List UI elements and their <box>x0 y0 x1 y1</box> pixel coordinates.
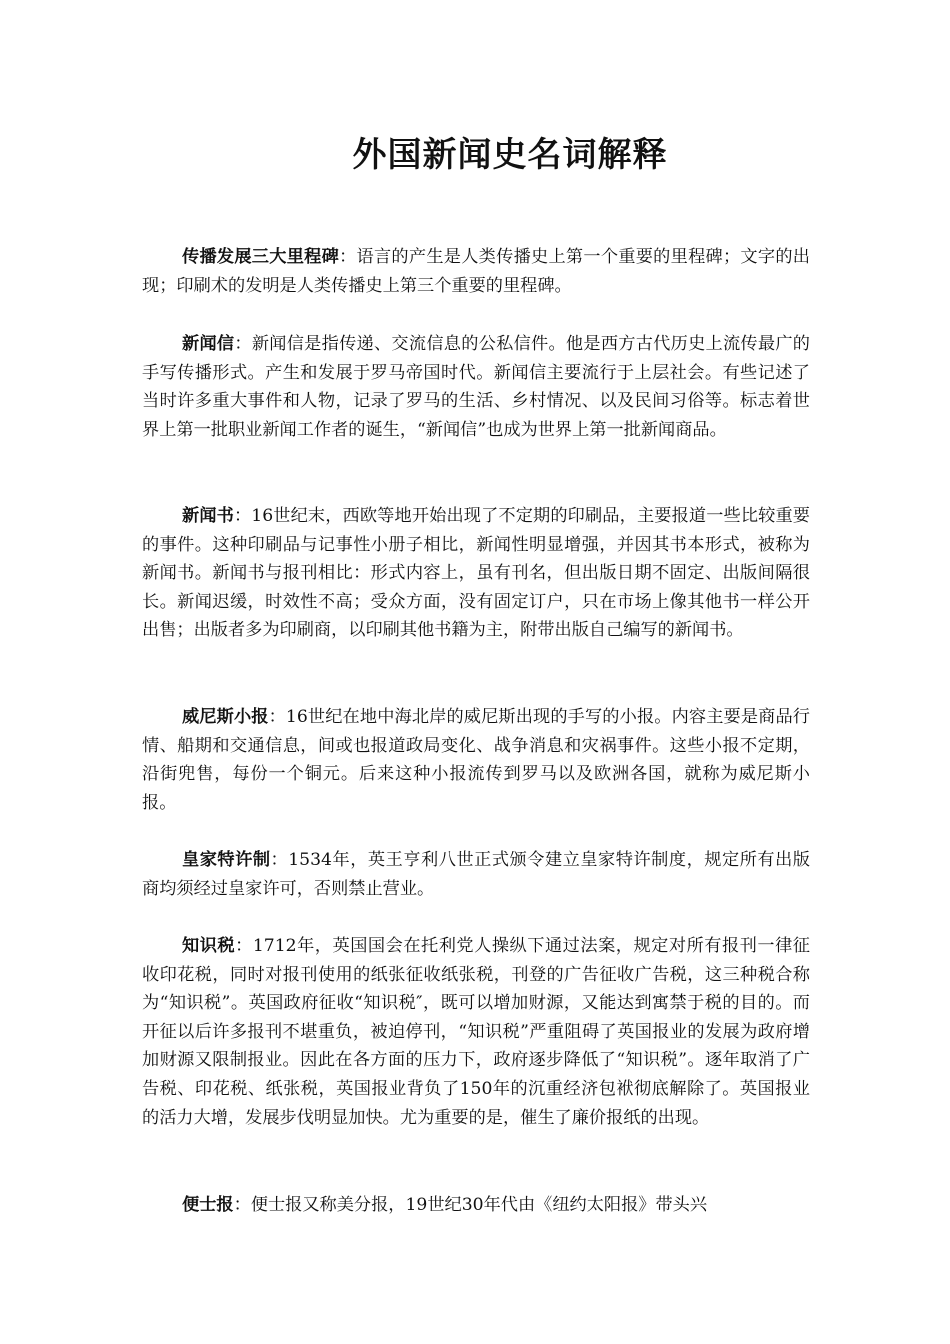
entry-term: 传播发展三大里程碑 <box>182 247 340 267</box>
document-title: 外国新闻史名词解释 <box>352 135 668 175</box>
entry-separator: ： <box>234 334 252 354</box>
entry-separator: ： <box>233 506 252 526</box>
entry-text: 16世纪末，西欧等地开始出现了不定期的印刷品，主要报道一些比较重要的事件。这种印刷品与记事性小册子相比，新闻性明显增强，并因其书本形式，被称为新闻书。新闻书与报刊相比：形式内容上，虽有刊名，但出版日期不固定、出版间隔很长。新闻迟缓，时效性不高；受众方面，没有固定订户，只在市场上像其他书一样公开出售；出版者多为印刷商，以印刷其他书籍为主，附带出版自己编写的新闻书。 <box>142 506 810 641</box>
entry-term: 皇家特许制 <box>182 850 271 870</box>
entry-news-letter <box>142 330 810 444</box>
entry-text: 便士报又称美分报，19世纪30年代由《纽约太阳报》带头兴 <box>250 1195 708 1215</box>
entry-term: 威尼斯小报 <box>182 707 269 727</box>
entry-knowledge-tax <box>142 932 810 1132</box>
entry-term: 新闻信 <box>182 334 235 354</box>
entry-news-book <box>142 502 810 645</box>
entry-separator: ： <box>235 936 253 956</box>
entry-text: 1712年，英国国会在托利党人操纵下通过法案，规定对所有报刊一律征收印花税，同时对报刊使用的纸张征收纸张税，刊登的广告征收广告税，这三种税合称为“知识税”。英国政府征收“知识税″，既可以增加财源，又能达到寓禁于税的目的。而开征以后许多报刊不堪重负，被迫停刊，“知识税”严重阻碍了英国报业的发展为政府增加财源又限制报业。因此在各方面的压力下，政府逐步降低了“知识税”。逐年取消了广告税、印花税、纸张税，英国报业背负了150年的沉重经济包袱彻底解除了。英国报业的活力大增，发展步伐明显加快。尤为重要的是，催生了廉价报纸的出现。 <box>142 936 810 1128</box>
entry-term: 新闻书 <box>182 506 234 526</box>
entry-term: 便士报 <box>182 1195 234 1215</box>
entry-venice-gazette <box>142 703 810 817</box>
entry-text: 语言的产生是人类传播史上第一个重要的里程碑；文字的出现；印刷术的发明是人类传播史上第三个重要的里程碑。 <box>142 247 810 296</box>
entry-separator: ： <box>233 1195 251 1215</box>
entry-penny-press <box>142 1191 810 1220</box>
entry-text: 16世纪在地中海北岸的威尼斯出现的手写的小报。内容主要是商品行情、船期和交通信息，间或也报道政局变化、战争消息和灾祸事件。这些小报不定期，沿街兜售，每份一个铜元。后来这种小报流传到罗马以及欧洲各国，就称为威尼斯小报。 <box>142 707 810 813</box>
entry-royal-license <box>142 846 810 903</box>
entry-term: 知识税 <box>182 936 236 956</box>
entry-milestones <box>142 243 810 300</box>
entry-separator: ： <box>270 850 289 870</box>
entry-separator: ： <box>339 247 357 267</box>
entry-text: 新闻信是指传递、交流信息的公私信件。他是西方古代历史上流传最广的手写传播形式。产生和发展于罗马帝国时代。新闻信主要流行于上层社会。有些记述了当时许多重大事件和人物，记录了罗马的生活、乡村情况、以及民间习俗等。标志着世界上第一批职业新闻工作者的诞生，“新闻信”也成为世界上第一批新闻商品。 <box>142 334 810 440</box>
entry-text: 1534年，英王亨利八世正式颁令建立皇家特许制度，规定所有出版商均须经过皇家许可，否则禁止营业。 <box>142 850 810 899</box>
entry-separator: ： <box>268 707 286 727</box>
